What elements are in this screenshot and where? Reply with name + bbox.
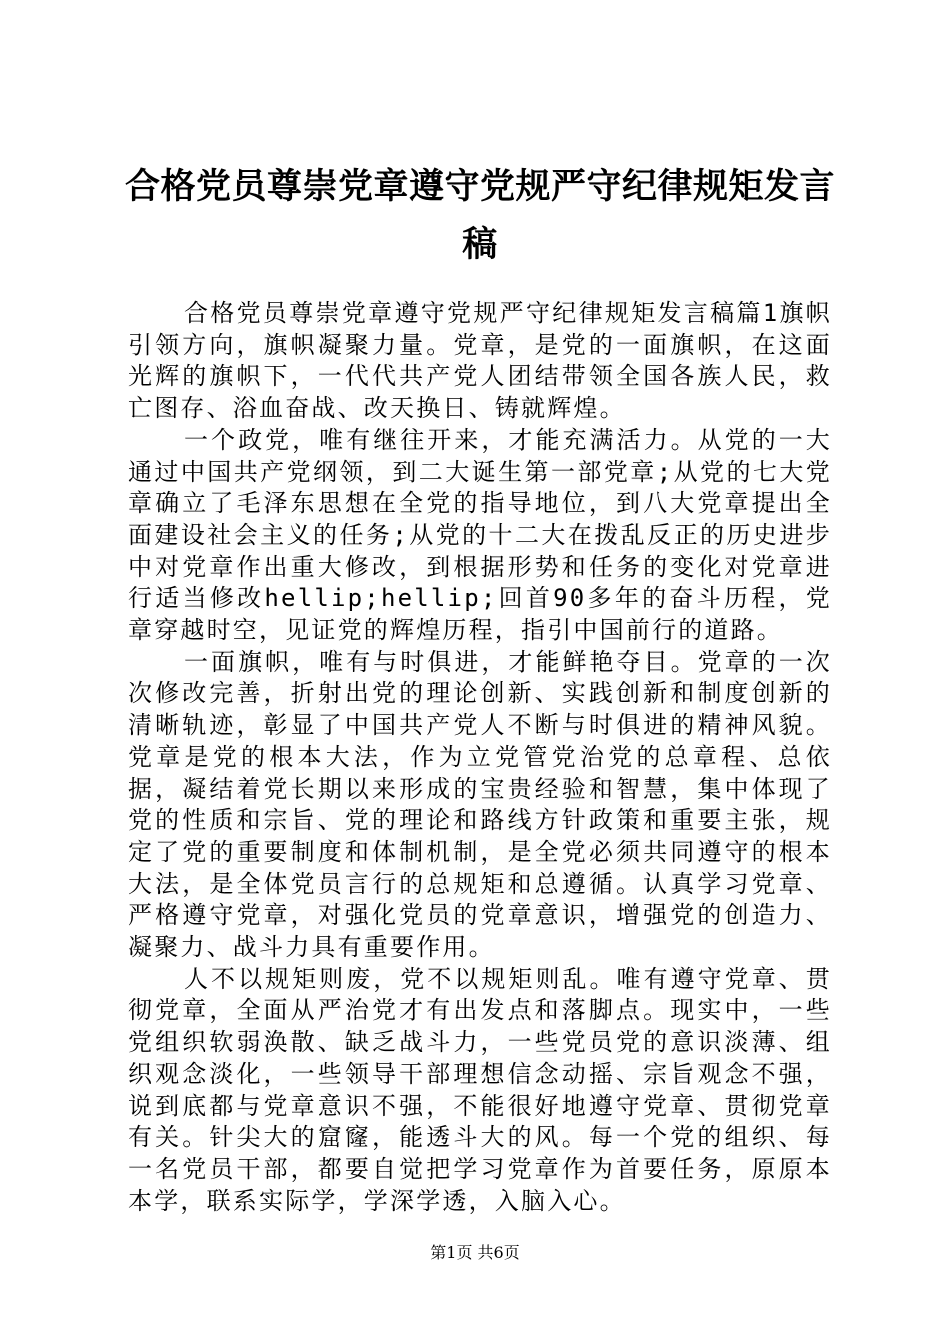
body-paragraph: 人不以规矩则废，党不以规矩则乱。唯有遵守党章、贯彻党章，全面从严治党才有出发点和落脚点。现实中，一些党组织软弱涣散、缺乏战斗力，一些党员党的意识淡薄、组织观念淡化，一些领导干部理想信念动摇、宗旨观念不强，说到底都与党章意识不强，不能很好地遵守党章、贯彻党章有关。针尖大的窟窿，能透斗大的风。每一个党的组织、每一名党员干部，都要自觉把学习党章作为首要任务，原原本本学，联系实际学，学深学透，入脑入心。 [128,964,832,1215]
body-paragraph: 一面旗帜，唯有与时俱进，才能鲜艳夺目。党章的一次次修改完善，折射出党的理论创新、实践创新和制度创新的清晰轨迹，彰显了中国共产党人不断与时俱进的精神风貌。党章是党的根本大法，作为立党管党治党的总章程、总依据，凝结着党长期以来形成的宝贵经验和智慧，集中体现了党的性质和宗旨、党的理论和路线方针政策和重要主张，规定了党的重要制度和体制机制，是全党必须共同遵守的根本大法，是全体党员言行的总规矩和总遵循。认真学习党章、严格遵守党章，对强化党员的党章意识，增强党的创造力、凝聚力、战斗力具有重要作用。 [128,647,832,962]
page-footer: 第1页 共6页 [430,1243,520,1262]
body-paragraph: 合格党员尊崇党章遵守党规严守纪律规矩发言稿篇1旗帜引领方向，旗帜凝聚力量。党章，是党的一面旗帜，在这面光辉的旗帜下，一代代共产党人团结带领全国各族人民，救亡图存、浴血奋战、改天换日、铸就辉煌。 [128,299,832,423]
document-title: 合格党员尊崇党章遵守党规严守纪律规矩发言稿 [124,166,835,265]
body-paragraph: 一个政党，唯有继往开来，才能充满活力。从党的一大通过中国共产党纲领，到二大诞生第一部党章;从党的七大党章确立了毛泽东思想在全党的指导地位，到八大党章提出全面建设社会主义的任务;从党的十二大在拨乱反正的历史进步中对党章作出重大修改，到根据形势和任务的变化对党章进行适当修改hellip;hellip;回首90多年的奋斗历程，党章穿越时空，见证党的辉煌历程，指引中国前行的道路。 [128,425,832,645]
document-body [128,298,832,1217]
